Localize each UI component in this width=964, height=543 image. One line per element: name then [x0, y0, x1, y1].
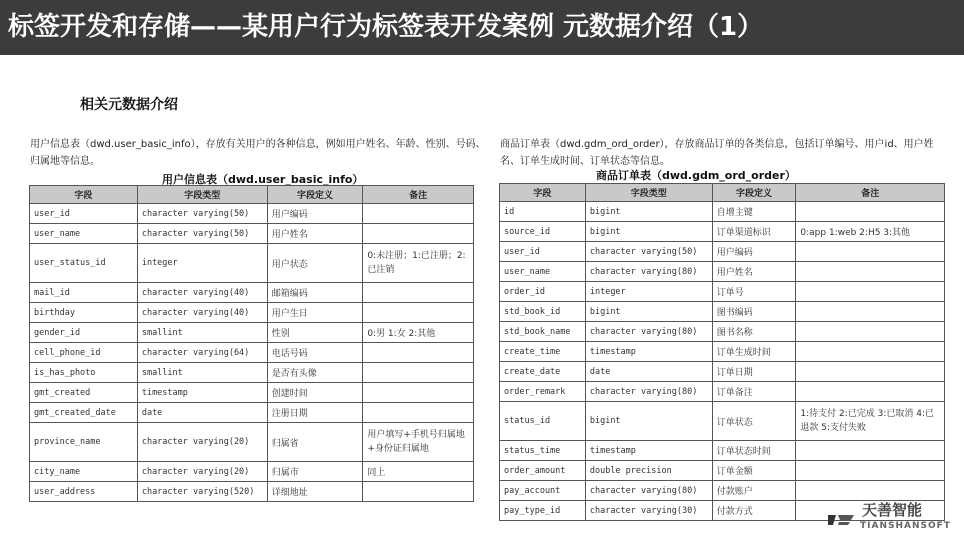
field-name-cell: create_date [500, 362, 586, 382]
field-definition-cell: 付款账户 [712, 481, 796, 501]
field-definition-cell: 订单渠道标识 [712, 222, 796, 242]
field-name-cell: source_id [500, 222, 586, 242]
section-title: 相关元数据介绍 [80, 97, 178, 113]
field-type-cell: double precision [585, 461, 712, 481]
column-header: 字段定义 [267, 186, 363, 204]
table-row [30, 423, 474, 462]
table-header-row [500, 184, 945, 202]
table-row [500, 461, 945, 481]
table-row [30, 224, 474, 244]
remark-cell [363, 303, 474, 323]
field-name-cell: std_book_name [500, 322, 586, 342]
field-definition-cell: 归属市 [267, 462, 363, 482]
field-name-cell: status_id [500, 402, 586, 441]
remark-cell: 用户填写+手机号归属地+身份证归属地 [363, 423, 474, 462]
table-header-row [30, 186, 474, 204]
field-definition-cell: 邮箱编码 [267, 283, 363, 303]
remark-cell [363, 204, 474, 224]
field-definition-cell: 是否有头像 [267, 363, 363, 383]
table-row [500, 202, 945, 222]
field-definition-cell: 图书编码 [712, 302, 796, 322]
field-definition-cell: 用户编码 [267, 204, 363, 224]
field-definition-cell: 订单备注 [712, 382, 796, 402]
field-definition-cell: 创建时间 [267, 383, 363, 403]
field-type-cell: timestamp [585, 441, 712, 461]
field-definition-cell: 性别 [267, 323, 363, 343]
field-type-cell: timestamp [585, 342, 712, 362]
field-type-cell: character varying(520) [137, 482, 267, 502]
remark-cell [363, 363, 474, 383]
field-name-cell: user_address [30, 482, 138, 502]
remark-cell [796, 302, 945, 322]
field-type-cell: character varying(40) [137, 303, 267, 323]
table-row [30, 343, 474, 363]
remark-cell [796, 282, 945, 302]
logo-mark-icon [826, 511, 856, 529]
field-type-cell: character varying(64) [137, 343, 267, 363]
field-type-cell: bigint [585, 302, 712, 322]
field-definition-cell: 用户姓名 [712, 262, 796, 282]
field-type-cell: character varying(80) [585, 382, 712, 402]
field-definition-cell: 订单状态时间 [712, 441, 796, 461]
field-name-cell: order_remark [500, 382, 586, 402]
field-definition-cell: 自增主键 [712, 202, 796, 222]
column-header: 字段定义 [712, 184, 796, 202]
field-type-cell: character varying(50) [137, 204, 267, 224]
field-definition-cell: 用户编码 [712, 242, 796, 262]
field-type-cell: date [585, 362, 712, 382]
field-type-cell: smallint [137, 323, 267, 343]
table-row [30, 482, 474, 502]
column-header: 备注 [796, 184, 945, 202]
field-definition-cell: 注册日期 [267, 403, 363, 423]
remark-cell: 0:男 1:女 2:其他 [363, 323, 474, 343]
field-type-cell: integer [137, 244, 267, 283]
table-row [30, 363, 474, 383]
field-type-cell: bigint [585, 402, 712, 441]
table-row [500, 302, 945, 322]
column-header: 字段类型 [585, 184, 712, 202]
remark-cell [796, 262, 945, 282]
field-name-cell: create_time [500, 342, 586, 362]
field-name-cell: user_name [30, 224, 138, 244]
table-row [30, 383, 474, 403]
remark-cell [363, 383, 474, 403]
field-name-cell: status_time [500, 441, 586, 461]
order-table-body [500, 202, 945, 521]
field-definition-cell: 付款方式 [712, 501, 796, 521]
field-name-cell: user_name [500, 262, 586, 282]
remark-cell [796, 342, 945, 362]
remark-cell [796, 382, 945, 402]
table-row [500, 322, 945, 342]
field-name-cell: is_has_photo [30, 363, 138, 383]
field-name-cell: gmt_created_date [30, 403, 138, 423]
remark-cell [363, 283, 474, 303]
field-name-cell: user_id [500, 242, 586, 262]
logo-text-en: TIANSHANSOFT [860, 521, 951, 531]
field-name-cell: id [500, 202, 586, 222]
field-type-cell: bigint [585, 202, 712, 222]
table-row [30, 244, 474, 283]
field-type-cell: smallint [137, 363, 267, 383]
field-definition-cell: 用户状态 [267, 244, 363, 283]
table-row [500, 282, 945, 302]
company-logo [822, 497, 964, 543]
field-name-cell: province_name [30, 423, 138, 462]
field-name-cell: mail_id [30, 283, 138, 303]
table-row [30, 462, 474, 482]
table-row [500, 402, 945, 441]
user-table-body [30, 204, 474, 502]
remark-cell [363, 224, 474, 244]
remark-cell: 0:app 1:web 2:H5 3:其他 [796, 222, 945, 242]
table-row [500, 441, 945, 461]
field-type-cell: bigint [585, 222, 712, 242]
order-table-caption: 商品订单表（dwd.gdm_ord_order） [596, 169, 796, 182]
column-header: 字段类型 [137, 186, 267, 204]
remark-cell [796, 202, 945, 222]
table-row [30, 323, 474, 343]
field-type-cell: character varying(20) [137, 423, 267, 462]
field-name-cell: order_amount [500, 461, 586, 481]
field-type-cell: character varying(50) [137, 224, 267, 244]
field-type-cell: integer [585, 282, 712, 302]
table-row [500, 262, 945, 282]
table-row [30, 303, 474, 323]
field-name-cell: pay_account [500, 481, 586, 501]
table-row [30, 283, 474, 303]
page-title: 标签开发和存储——某用户行为标签表开发案例 元数据介绍（1） [0, 0, 964, 55]
field-definition-cell: 订单金额 [712, 461, 796, 481]
order-table-intro: 商品订单表（dwd.gdm_ord_order），存放商品订单的各类信息，包括订单编号、用户id、用户姓名、订单生成时间、订单状态等信息。 [500, 139, 934, 167]
field-name-cell: pay_type_id [500, 501, 586, 521]
field-type-cell: character varying(80) [585, 322, 712, 342]
column-header: 字段 [30, 186, 138, 204]
field-definition-cell: 电话号码 [267, 343, 363, 363]
field-type-cell: character varying(80) [585, 481, 712, 501]
remark-cell [796, 362, 945, 382]
order-table [499, 183, 945, 521]
remark-cell: 1:待支付 2:已完成 3:已取消 4:已退款 5:支付失败 [796, 402, 945, 441]
field-definition-cell: 订单号 [712, 282, 796, 302]
field-name-cell: cell_phone_id [30, 343, 138, 363]
table-row [500, 382, 945, 402]
field-definition-cell: 图书名称 [712, 322, 796, 342]
user-table-intro: 用户信息表（dwd.user_basic_info），存放有关用户的各种信息，例如用户姓名、年龄、性别、号码、归属地等信息。 [30, 139, 486, 167]
remark-cell [796, 441, 945, 461]
field-name-cell: order_id [500, 282, 586, 302]
field-name-cell: gender_id [30, 323, 138, 343]
table-row [30, 204, 474, 224]
logo-text-cn: 天善智能 [862, 501, 923, 519]
remark-cell [363, 343, 474, 363]
field-name-cell: user_id [30, 204, 138, 224]
field-definition-cell: 归属省 [267, 423, 363, 462]
field-definition-cell: 订单日期 [712, 362, 796, 382]
table-row [500, 362, 945, 382]
field-name-cell: gmt_created [30, 383, 138, 403]
remark-cell: 同上 [363, 462, 474, 482]
field-type-cell: date [137, 403, 267, 423]
field-definition-cell: 详细地址 [267, 482, 363, 502]
field-type-cell: timestamp [137, 383, 267, 403]
field-type-cell: character varying(50) [585, 242, 712, 262]
field-name-cell: user_status_id [30, 244, 138, 283]
remark-cell [363, 403, 474, 423]
field-name-cell: city_name [30, 462, 138, 482]
table-row [500, 242, 945, 262]
field-type-cell: character varying(40) [137, 283, 267, 303]
field-definition-cell: 订单生成时间 [712, 342, 796, 362]
column-header: 备注 [363, 186, 474, 204]
field-definition-cell: 用户生日 [267, 303, 363, 323]
table-row [500, 222, 945, 242]
remark-cell [796, 461, 945, 481]
remark-cell [796, 322, 945, 342]
user-basic-info-table [29, 185, 474, 502]
table-row [30, 403, 474, 423]
field-name-cell: birthday [30, 303, 138, 323]
field-definition-cell: 订单状态 [712, 402, 796, 441]
field-name-cell: std_book_id [500, 302, 586, 322]
user-table-caption: 用户信息表（dwd.user_basic_info） [162, 173, 364, 186]
field-type-cell: character varying(80) [585, 262, 712, 282]
remark-cell [363, 482, 474, 502]
field-definition-cell: 用户姓名 [267, 224, 363, 244]
field-type-cell: character varying(20) [137, 462, 267, 482]
table-row [500, 342, 945, 362]
remark-cell: 0:未注册；1:已注册；2:已注销 [363, 244, 474, 283]
field-type-cell: character varying(30) [585, 501, 712, 521]
column-header: 字段 [500, 184, 586, 202]
remark-cell [796, 242, 945, 262]
